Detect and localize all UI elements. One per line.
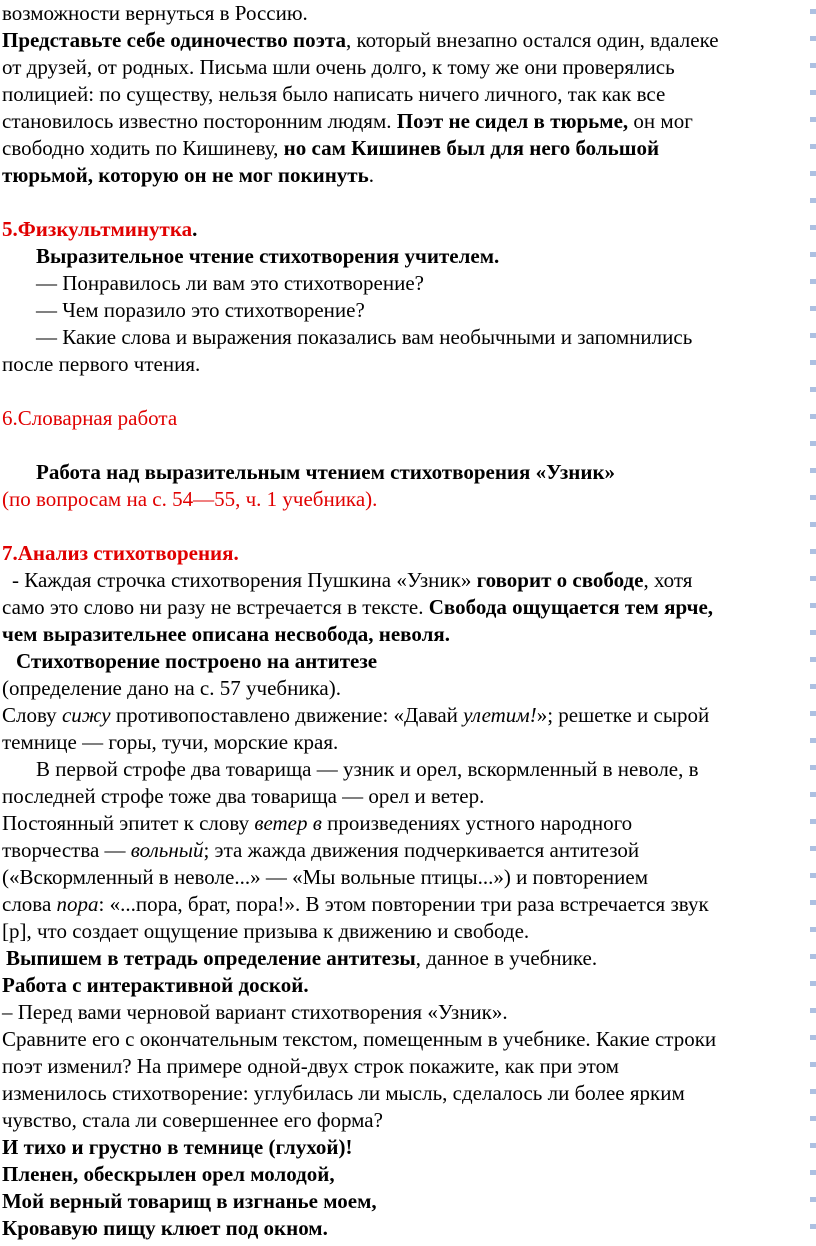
text-run: Слову	[2, 703, 62, 727]
bold-run: но сам Кишинев был для него большой	[283, 136, 660, 160]
subheading: Выразительное чтение стихотворения учителем.	[36, 244, 500, 268]
text-line	[2, 594, 806, 621]
text-line: [р], что создает ощущение призыва к движению и свободе.	[2, 919, 530, 943]
text-run: свободно ходить по Кишиневу,	[2, 136, 284, 160]
text-run: от друзей, от родных. Письма шли очень долго, к тому же они проверялись	[2, 55, 675, 79]
text-line: чувство, стала ли совершеннее его форма?	[2, 1108, 383, 1132]
text-line: Сравните его с окончательным текстом, помещенным в учебнике. Какие строки	[2, 1027, 717, 1051]
text-line	[2, 891, 806, 918]
text-run: Постоянный эпитет к слову	[2, 811, 255, 835]
spacer	[2, 432, 806, 459]
text-line: В первой строфе два товарища — узник и орел, вскормленный в неволе, в	[36, 757, 699, 781]
text-run: : «...пора, брат, пора!». В этом повторении три раза встречается звук	[98, 892, 709, 916]
intro-paragraph	[2, 0, 806, 189]
text-run: слова	[2, 892, 57, 916]
text-line: последней строфе тоже два товарища — орел и ветер.	[2, 784, 485, 808]
text-run: - Каждая строчка стихотворения Пушкина «Узник»	[12, 568, 477, 592]
italic-run: сижу	[61, 703, 111, 727]
text-line	[2, 162, 806, 189]
text-line: Работа с интерактивной доской.	[2, 973, 309, 997]
text-line	[2, 108, 806, 135]
text-line	[2, 27, 806, 54]
text-run: противопоставлено движение: «Давай	[110, 703, 464, 727]
text-run: произведениях устного народного	[321, 811, 633, 835]
subheading: Работа над выразительным чтением стихотворения «Узник»	[36, 460, 616, 484]
spacer	[2, 378, 806, 405]
note-line: (по вопросам на с. 54—55, ч. 1 учебника).	[2, 487, 378, 511]
text-line: изменилось стихотворение: углубилась ли мысль, сделалось ли более ярким	[2, 1081, 685, 1105]
text-line	[2, 0, 806, 27]
text-run: становилось известно посторонним людям.	[2, 109, 397, 133]
text-line	[2, 945, 806, 972]
italic-run: пора	[56, 892, 99, 916]
question-line: — Понравилось ли вам это стихотворение?	[36, 271, 424, 295]
text-line	[2, 810, 806, 837]
text-run: , который внезапно остался один, вдалеке	[345, 28, 719, 52]
bold-run: Выпишем в тетрадь определение антитезы	[6, 946, 416, 970]
section-heading: 6.Словарная работа	[2, 406, 178, 430]
bold-run: говорит о свободе	[476, 568, 644, 592]
heading-text: 5.Физкультминутка	[2, 217, 193, 241]
poem-line: Пленен, обескрылен орел молодой,	[2, 1162, 335, 1186]
text-line: поэт изменил? На примере одной-двух строк покажите, как при этом	[2, 1054, 619, 1078]
text-line: (определение дано на с. 57 учебника).	[2, 676, 341, 700]
text-run: »; решетке и сырой	[536, 703, 710, 727]
text-run: , хотя	[643, 568, 693, 592]
text-run: .	[368, 163, 374, 187]
text-line: – Перед вами черновой вариант стихотворения «Узник».	[2, 1000, 508, 1024]
italic-run: вольный	[130, 838, 204, 862]
bold-run: Поэт не сидел в тюрьме,	[396, 109, 629, 133]
text-line	[2, 567, 806, 594]
text-line	[2, 702, 806, 729]
text-line	[2, 135, 806, 162]
text-run: , данное в учебнике.	[415, 946, 598, 970]
text-run: ; эта жажда движения подчеркивается антитезой	[203, 838, 640, 862]
italic-run: улетим!	[463, 703, 537, 727]
question-line: — Какие слова и выражения показались вам необычными и запомнились	[36, 325, 693, 349]
section-heading	[2, 216, 806, 243]
text-line	[2, 81, 806, 108]
section-heading: 7.Анализ стихотворения.	[2, 541, 239, 565]
text-line: («Вскормленный в неволе...» — «Мы вольные птицы...») и повторением	[2, 865, 648, 889]
section-7	[2, 540, 806, 1134]
spacer	[2, 189, 806, 216]
question-line-cont: после первого чтения.	[2, 352, 201, 376]
text-line: темнице — горы, тучи, морские края.	[2, 730, 339, 754]
spacer	[2, 513, 806, 540]
text-run: полицией: по существу, нельзя было написать ничего личного, так как все	[2, 82, 666, 106]
text-line	[2, 837, 806, 864]
text-run: само это слово ни разу не встречается в тексте.	[2, 595, 429, 619]
text-line: чем выразительнее описана несвобода, неволя.	[2, 622, 450, 646]
page-edge-marks	[810, 0, 816, 1246]
poem-line: И тихо и грустно в темнице (глухой)!	[2, 1135, 353, 1159]
question-line: — Чем поразило это стихотворение?	[36, 298, 365, 322]
text-line: Стихотворение построено на антитезе	[16, 649, 378, 673]
bold-run: Представьте себе одиночество поэта	[2, 28, 346, 52]
poem-draft	[2, 1134, 806, 1242]
section-6	[2, 405, 806, 513]
text-line	[2, 54, 806, 81]
italic-run: ветер в	[254, 811, 322, 835]
bold-run: Свобода ощущается тем ярче,	[428, 595, 714, 619]
section-5	[2, 216, 806, 378]
bold-run: тюрьмой, которую он не мог покинуть	[2, 163, 369, 187]
poem-line: Кровавую пищу клюет под окном.	[2, 1216, 328, 1240]
text-run: возможности вернуться в Россию.	[2, 1, 308, 25]
text-run: он мог	[628, 109, 693, 133]
heading-dot: .	[192, 217, 198, 241]
poem-line: Мой верный товарищ в изгнанье моем,	[2, 1189, 377, 1213]
text-run: творчества —	[2, 838, 131, 862]
